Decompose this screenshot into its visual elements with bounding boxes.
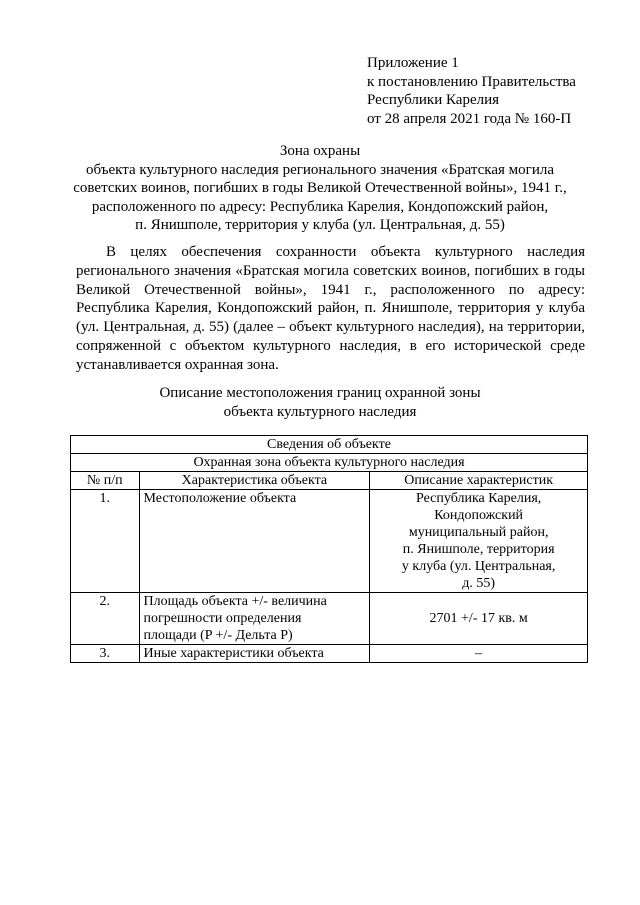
row-characteristic: Иные характеристики объекта <box>139 645 370 663</box>
table-header-object-info: Сведения об объекте <box>71 436 588 454</box>
appendix-line: от 28 апреля 2021 года № 160-П <box>367 110 572 127</box>
column-header-number: № п/п <box>71 472 140 490</box>
row-description-line: Кондопожский <box>434 508 524 523</box>
row-description-line: у клуба (ул. Центральная, <box>401 559 556 574</box>
description-title-line: Описание местоположения границ охранной зоны <box>159 385 481 401</box>
row-number: 1. <box>71 490 140 593</box>
row-description: – <box>370 645 588 663</box>
row-characteristic <box>139 593 370 645</box>
description-title <box>60 384 580 421</box>
zone-title <box>60 142 580 235</box>
table-header-row <box>71 454 588 472</box>
column-header-characteristic: Характеристика объекта <box>139 472 370 490</box>
row-characteristic-line: площади (P +/- Дельта P) <box>143 628 293 643</box>
zone-title-line: Зона охраны <box>279 143 361 159</box>
row-description-line: п. Янишполе, территория <box>402 542 555 557</box>
row-description-line: Республика Карелия, <box>416 491 542 506</box>
table-column-header-row <box>71 472 588 490</box>
column-header-description: Описание характеристик <box>370 472 588 490</box>
table-header-row <box>71 436 588 454</box>
body-paragraph: В целях обеспечения сохранности объекта культурного наследия регионального значения «Братская могила советских воинов, погибших в годы Великой Отечественной войны», 1941 г., расположенного по адресу: Республика Карелия, Кондопожский район, п. Янишполе, территория у клуба (ул. Центральная, д. 55) (далее – объект культурного наследия), на территории, сопряженной с объектом культурного наследия, в его исторической среде устанавливается охранная зона. <box>76 244 585 373</box>
row-description-line: муниципальный район, <box>408 525 549 540</box>
table-row <box>71 490 588 593</box>
row-number: 2. <box>71 593 140 645</box>
row-number: 3. <box>71 645 140 663</box>
appendix-line: к постановлению Правительства <box>367 73 576 90</box>
zone-title-line: расположенного по адресу: Республика Карелия, Кондопожский район, <box>91 198 549 215</box>
row-description: 2701 +/- 17 кв. м <box>370 593 588 645</box>
appendix-header <box>367 54 576 128</box>
row-characteristic-line: Площадь объекта +/- величина <box>143 594 327 609</box>
appendix-line: Приложение 1 <box>367 55 459 71</box>
table-row <box>71 645 588 663</box>
appendix-line: Республики Карелия <box>367 92 500 108</box>
table-header-zone: Охранная зона объекта культурного наследия <box>71 454 588 472</box>
row-description-line: д. 55) <box>462 576 496 591</box>
zone-title-line: объекта культурного наследия регионального значения «Братская могила <box>85 161 554 178</box>
zone-title-line: п. Янишполе, территория у клуба (ул. Центральная, д. 55) <box>135 217 505 233</box>
object-info-table <box>70 435 588 663</box>
description-title-line: объекта культурного наследия <box>223 403 417 420</box>
table-row <box>71 593 588 645</box>
zone-title-line: советских воинов, погибших в годы Великой Отечественной войны», 1941 г., <box>73 180 567 196</box>
row-description <box>370 490 588 593</box>
row-characteristic: Местоположение объекта <box>139 490 370 593</box>
row-characteristic-line: погрешности определения <box>143 611 302 626</box>
